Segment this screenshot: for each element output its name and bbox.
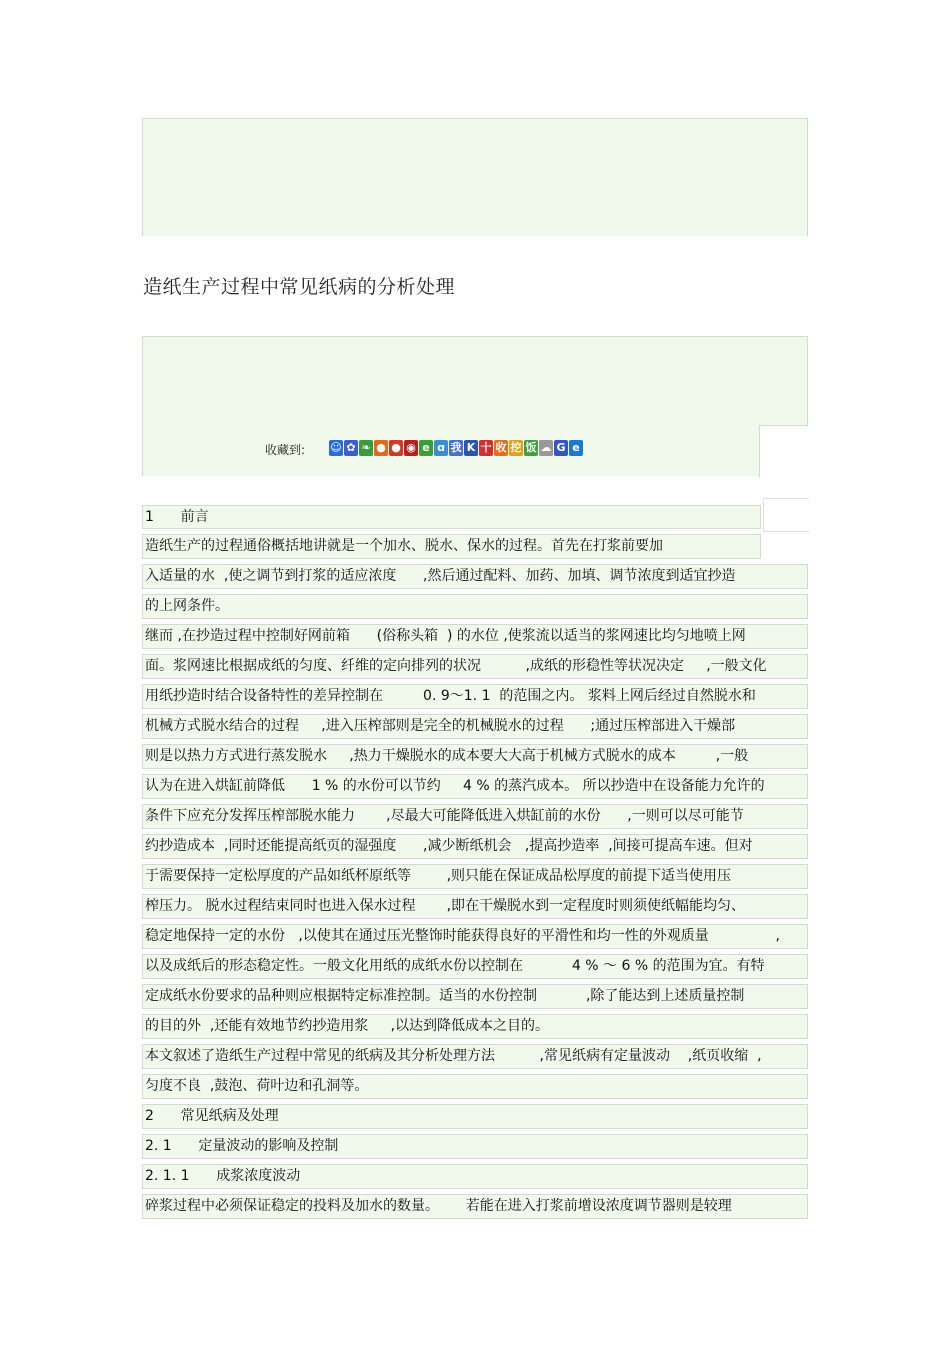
- ie-icon[interactable]: e: [569, 440, 583, 456]
- text-line: 约抄造成本 ,同时还能提高纸页的湿强度 ,减少断纸机会 ,提高抄造率 ,间接可提高车速。但对: [142, 834, 808, 859]
- text-line: 机械方式脱水结合的过程 ,进入压榨部则是完全的机械脱水的过程 ;通过压榨部进入干燥部: [142, 714, 808, 739]
- leaf-icon[interactable]: ❧: [359, 440, 373, 456]
- text-line: 榨压力。 脱水过程结束同时也进入保水过程 ,即在干燥脱水到一定程度时则须使纸幅能均匀、: [142, 894, 808, 919]
- eye-icon[interactable]: ◉: [404, 440, 418, 456]
- text-line: 认为在进入烘缸前降低 1 % 的水份可以节约 4 % 的蒸汽成本。 所以抄造中在设备能力允许的: [142, 774, 808, 799]
- text-line: 用纸抄造时结合设备特性的差异控制在 0. 9～1. 1 的范围之内。 浆料上网后经过自然脱水和: [142, 684, 808, 709]
- qq-icon[interactable]: ☺: [330, 441, 342, 454]
- ad-banner-middle: [142, 336, 808, 476]
- text-line: 面。浆网速比根据成纸的匀度、纤维的定向排列的状况 ,成纸的形稳性等状况决定 ,一般文化: [142, 654, 808, 679]
- banner-notch: [759, 425, 808, 478]
- text-line: 则是以热力方式进行蒸发脱水 ,热力干燥脱水的成本要大大高于机械方式脱水的成本 ,一般: [142, 744, 808, 769]
- bookmark-label: 收藏到:: [265, 443, 306, 457]
- wa-icon[interactable]: 挖: [510, 441, 522, 454]
- wo-icon[interactable]: 我: [450, 441, 462, 454]
- e-icon[interactable]: e: [419, 440, 433, 456]
- k-icon[interactable]: K: [464, 440, 478, 456]
- cloud-icon[interactable]: ☁: [540, 441, 552, 454]
- text-line: 入适量的水 ,使之调节到打浆的适应浓度 ,然后通过配料、加药、加填、调节浓度到适宜抄造: [142, 564, 808, 589]
- fan-icon[interactable]: 饭: [525, 441, 537, 454]
- text-line: 2. 1 定量波动的影响及控制: [142, 1134, 808, 1159]
- text-line: 1 前言: [142, 505, 761, 529]
- ad-banner-top: [142, 118, 808, 236]
- text-line: 匀度不良 ,鼓泡、荷叶边和孔洞等。: [142, 1074, 808, 1099]
- bookmark-icon-bar: [329, 440, 583, 456]
- google-icon[interactable]: G: [554, 440, 568, 456]
- text-line: 稳定地保持一定的水份 ,以使其在通过压光整饰时能获得良好的平滑性和均一性的外观质量 ,: [142, 924, 808, 949]
- text-line: 本文叙述了造纸生产过程中常见的纸病及其分析处理方法 ,常见纸病有定量波动 ,纸页收缩 ,: [142, 1044, 808, 1069]
- text-line: 条件下应充分发挥压榨部脱水能力 ,尽最大可能降低进入烘缸前的水份 ,一则可以尽可能节: [142, 804, 808, 829]
- page-title: 造纸生产过程中常见纸病的分析处理: [143, 276, 456, 298]
- plus-icon[interactable]: 十: [480, 441, 492, 454]
- text-line: 以及成纸后的形态稳定性。一般文化用纸的成纸水份以控制在 4 % ～ 6 % 的范围为宜。有特: [142, 954, 808, 979]
- text-line: 继而 ,在抄造过程中控制好网前箱 (俗称头箱 ) 的水位 ,使浆流以适当的浆网速比均匀地喷上网: [142, 624, 808, 649]
- text-line: 于需要保持一定松厚度的产品如纸杯原纸等 ,则只能在保证成品松厚度的前提下适当使用压: [142, 864, 808, 889]
- baidu-paw-icon[interactable]: ✿: [344, 440, 358, 456]
- tab-icon[interactable]: ɑ: [434, 440, 448, 456]
- text-line: 的目的外 ,还能有效地节约抄造用浆 ,以达到降低成本之目的。: [142, 1014, 808, 1039]
- shou-icon[interactable]: 收: [495, 441, 507, 454]
- text-line: 2 常见纸病及处理: [142, 1104, 808, 1129]
- fruit-icon[interactable]: ●: [374, 440, 388, 456]
- text-line: 的上网条件。: [142, 594, 808, 619]
- text-line: 碎浆过程中必须保证稳定的投料及加水的数量。 若能在进入打浆前增设浓度调节器则是较理: [142, 1194, 808, 1219]
- side-tab: [763, 498, 809, 532]
- text-line: 2. 1. 1 成浆浓度波动: [142, 1164, 808, 1189]
- text-line: 造纸生产的过程通俗概括地讲就是一个加水、脱水、保水的过程。首先在打浆前要加: [142, 534, 761, 559]
- apple-icon[interactable]: ●: [389, 440, 403, 456]
- text-line: 定成纸水份要求的品种则应根据特定标准控制。适当的水份控制 ,除了能达到上述质量控制: [142, 984, 808, 1009]
